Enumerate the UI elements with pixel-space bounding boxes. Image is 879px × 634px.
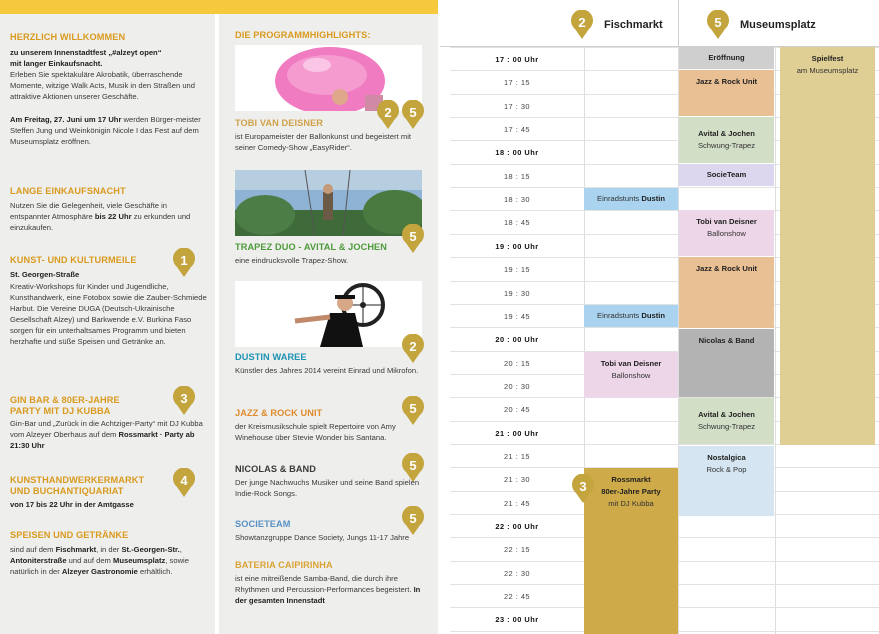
- highlight-bateria-name: BATERIA CAIPIRINHA: [235, 560, 333, 570]
- svg-text:3: 3: [180, 391, 188, 406]
- intro-p2: Am Freitag, 27. Juni um 17 Uhr werden Bürger-meister Steffen Jung und Weinkönigin Nicole I das Fest auf dem Museumsplatz eröffnen.: [10, 114, 201, 146]
- highlight-tobi: [235, 118, 425, 153]
- lange-body: Nutzen Sie die Gelegenheit, viele Geschäfte in entspannter Atmosphäre bis 22 Uhr zu erkunden und einzukaufen.: [10, 200, 191, 232]
- time-label: 22 : 15: [503, 545, 531, 554]
- time-label: 20 : 30: [503, 382, 531, 391]
- highlight-trapez-body: eine eindrucksvolle Trapez-Show.: [235, 255, 349, 265]
- location-marker-5: [706, 10, 730, 40]
- time-label: 22 : 00 Uhr: [495, 522, 539, 531]
- event-avital-jochen-1: Avital & Jochen Schwung-Trapez: [679, 117, 774, 163]
- highlight-tobi-name: TOBI VAN DEISNER: [235, 118, 324, 128]
- svg-text:2: 2: [409, 339, 417, 354]
- top-accent-bar: [0, 0, 440, 14]
- time-label: 22 : 30: [503, 569, 531, 578]
- highlight-dustin-name: DUSTIN WAREE: [235, 352, 307, 362]
- location-marker-2: [570, 10, 594, 40]
- highlight-bateria: [235, 560, 430, 606]
- grid-vline: [775, 47, 776, 634]
- intro-section: [10, 32, 208, 147]
- ginbar-body: Gin-Bar und „Zurück in die Achtziger-Party“ mit DJ Kubba vom Alzeyer Oberhaus auf dem Rossmarkt · Party ab 21:30 Uhr: [10, 419, 203, 450]
- svg-text:5: 5: [714, 15, 722, 30]
- time-label: 18 : 30: [503, 195, 531, 204]
- location-name: Fischmarkt: [604, 19, 663, 31]
- event-tobi-fischmarkt: Tobi van Deisner Ballonshow: [584, 352, 678, 398]
- highlight-bateria-body: ist eine mitreißende Samba-Band, die durch ihre Rhythmen und Percussion-Performances begeistert. In der gesamten Innenstadt: [235, 573, 421, 605]
- intro-sub1: zu unserem Innenstadtfest „#alzeyt open“: [10, 47, 162, 57]
- highlight-socie-name: SOCIETEAM: [235, 519, 291, 529]
- event-einradstunts-2: Einradstunts Dustin: [584, 305, 678, 327]
- kunst-street: St. Georgen-Straße: [10, 269, 80, 279]
- event-nicolas-band: Nicolas & Band: [679, 329, 774, 397]
- time-label: 21 : 30: [503, 475, 531, 484]
- kunsthand-body: von 17 bis 22 Uhr in der Amtgasse: [10, 500, 134, 509]
- event-einradstunts-1: Einradstunts Dustin: [584, 188, 678, 210]
- event-nostalgica: Nostalgica Rock & Pop: [679, 446, 774, 516]
- ginbar-title1: GIN BAR & 80ER-JAHRE: [10, 395, 120, 405]
- event-jazz-rock-1: Jazz & Rock Unit: [679, 70, 774, 116]
- highlight-socie-body: Showtanzgruppe Dance Society, Jungs 11-17 Jahre: [235, 532, 410, 542]
- time-label: 19 : 45: [503, 312, 531, 321]
- kunsthand-title1: KUNSTHANDWERKERMARKT: [10, 475, 145, 485]
- time-label: 18 : 15: [503, 172, 531, 181]
- highlight-jazz-name: JAZZ & ROCK UNIT: [235, 408, 323, 418]
- svg-text:2: 2: [578, 15, 586, 30]
- speisen-body: sind auf dem Fischmarkt, in der St.-Georgen-Str., Antoniterstraße und auf dem Museumsplatz, sowie natürlich in der Alzeyer Gastronomie erhältlich.: [10, 544, 189, 576]
- map-pin-icon: [172, 468, 196, 498]
- time-label: 17 : 15: [503, 78, 531, 87]
- svg-text:5: 5: [409, 401, 417, 416]
- map-pin-icon: [571, 474, 595, 504]
- intro-sub2: mit langer Einkaufsnacht.: [10, 58, 103, 68]
- svg-text:5: 5: [409, 105, 417, 120]
- location-marker-4: [172, 468, 196, 498]
- svg-text:5: 5: [409, 458, 417, 473]
- map-pin-icon: [172, 386, 196, 416]
- location-marker-1: [172, 248, 196, 278]
- ginbar-title2: PARTY MIT DJ KUBBA: [10, 405, 111, 416]
- speisen-section: [10, 530, 210, 577]
- time-label: 17 : 45: [503, 125, 531, 134]
- time-label: 20 : 00 Uhr: [495, 335, 539, 344]
- highlight-tobi-body: ist Europameister der Ballonkunst und begeistert mit seiner Comedy-Show „EasyRider“.: [235, 131, 412, 152]
- location-marker-3: [571, 474, 595, 504]
- lange-title: LANGE EINKAUFSNACHT: [10, 186, 126, 196]
- time-label: 17 : 00 Uhr: [495, 55, 539, 64]
- highlight-trapez: [235, 242, 425, 266]
- highlight-jazz: [235, 408, 425, 443]
- highlight-jazz-body: der Kreismusikschule spielt Repertoire von Amy Winehouse über Stevie Wonder bis Santana.: [235, 421, 396, 442]
- map-pin-icon: [570, 10, 594, 40]
- location-fischmarkt: [570, 10, 663, 40]
- event-rossmarkt-party: Rossmarkt 80er-Jahre Party mit DJ Kubba: [584, 468, 678, 634]
- event-eroeffnung: Eröffnung: [679, 47, 774, 69]
- svg-text:5: 5: [409, 229, 417, 244]
- map-pin-icon: [706, 10, 730, 40]
- map-pin-icon: [172, 248, 196, 278]
- lange-section: [10, 186, 208, 233]
- svg-text:2: 2: [384, 105, 392, 120]
- time-label: 19 : 00 Uhr: [495, 242, 539, 251]
- highlight-dustin-body: Künstler des Jahres 2014 vereint Einrad und Mikrofon.: [235, 365, 419, 375]
- time-label: 19 : 15: [503, 265, 531, 274]
- time-label: 18 : 45: [503, 218, 531, 227]
- highlight-nicolas-name: NICOLAS & BAND: [235, 464, 317, 474]
- kunst-title: KUNST- UND KULTURMEILE: [10, 255, 137, 265]
- event-avital-jochen-2: Avital & Jochen Schwung-Trapez: [679, 398, 774, 444]
- kunst-body: Kreativ-Workshops für Kinder und Jugendliche, Kunsthandwerk, eine Fotobox sowie die Zauber-Schmiede Harbut. Die Vereine DUGA (Deutsch-Ukrainische Gesellschaft Alzey) und Barkwende e.V. Burkina Faso sorgen für ein unterhaltsames Programm und bieten herzhafte und süße Speisen und Getränke an.: [10, 282, 207, 346]
- header-divider: [678, 0, 679, 46]
- speisen-title: SPEISEN UND GETRÄNKE: [10, 530, 129, 540]
- intro-title: HERZLICH WILLKOMMEN: [10, 32, 126, 42]
- time-label: 21 : 45: [503, 499, 531, 508]
- time-label: 22 : 45: [503, 592, 531, 601]
- highlight-socie: [235, 519, 425, 543]
- svg-text:1: 1: [180, 253, 188, 268]
- photo-trapez-duo: [235, 170, 422, 236]
- location-name: Museumsplatz: [740, 19, 816, 31]
- time-label: 20 : 45: [503, 405, 531, 414]
- time-label: 18 : 00 Uhr: [495, 148, 539, 157]
- highlight-trapez-name: TRAPEZ DUO - AVITAL & JOCHEN: [235, 242, 388, 252]
- svg-text:5: 5: [409, 511, 417, 526]
- ginbar-section: [10, 395, 175, 416]
- time-label: 19 : 30: [503, 289, 531, 298]
- location-marker-3: [172, 386, 196, 416]
- svg-text:3: 3: [579, 479, 587, 494]
- time-label: 17 : 30: [503, 102, 531, 111]
- highlight-nicolas: [235, 464, 425, 499]
- intro-body: Erleben Sie spektakuläre Akrobatik, überraschende Momente, witzige Walk Acts, Musik in den Straßen und attraktive Aktionen unserer Geschäfte.: [10, 69, 195, 101]
- event-jazz-rock-2: Jazz & Rock Unit: [679, 257, 774, 328]
- kunst-section: [10, 255, 170, 280]
- time-label: 23 : 00 Uhr: [495, 615, 539, 624]
- kunsthand-section: [10, 475, 175, 510]
- event-spielfest: Spielfest am Museumsplatz: [780, 47, 875, 445]
- highlights-title: DIE PROGRAMMHIGHLIGHTS:: [235, 30, 371, 40]
- svg-text:4: 4: [180, 473, 188, 488]
- highlight-nicolas-body: Der junge Nachwuchs Musiker und seine Band spielen Indie-Rock Songs.: [235, 477, 420, 498]
- time-label: 20 : 15: [503, 359, 531, 368]
- time-label: 21 : 15: [503, 452, 531, 461]
- time-label: 21 : 00 Uhr: [495, 429, 539, 438]
- photo-dustin-waree: [235, 281, 422, 347]
- event-societeam: SocieTeam: [679, 164, 774, 186]
- highlights-title-wrap: [235, 30, 371, 41]
- event-tobi-museumsplatz: Tobi van Deisner Ballonshow: [679, 210, 774, 256]
- highlight-dustin: [235, 352, 425, 376]
- kunsthand-title2: UND BUCHANTIQUARIAT: [10, 485, 124, 496]
- location-museumsplatz: [706, 10, 816, 40]
